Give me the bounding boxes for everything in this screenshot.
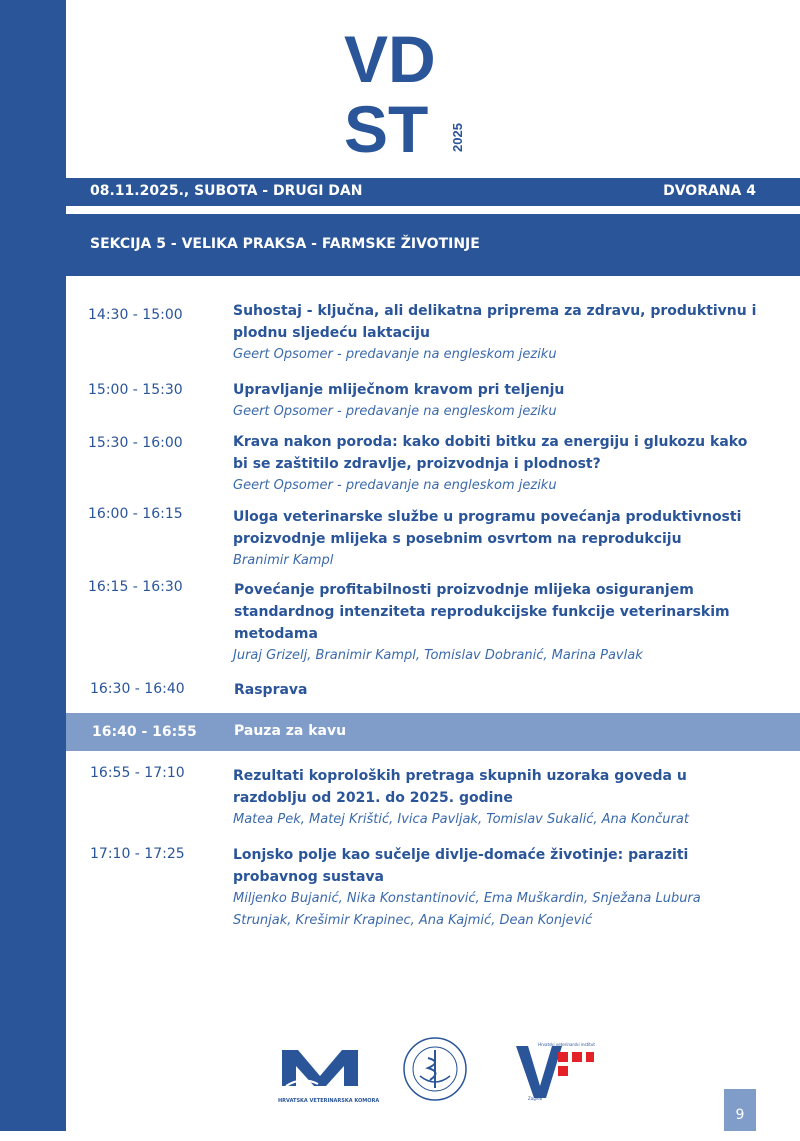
logo-top-text: VD bbox=[344, 22, 436, 96]
section-title: SEKCIJA 5 - VELIKA PRAKSA - FARMSKE ŽIVOTINJE bbox=[90, 236, 480, 252]
speaker-line: Juraj Grizelj, Branimir Kampl, Tomislav Dobranić, Marina Pavlak bbox=[233, 648, 643, 663]
session-time: 16:30 - 16:40 bbox=[90, 681, 185, 697]
logo-bottom-text: ST bbox=[344, 92, 429, 158]
hvi-logo bbox=[514, 1042, 594, 1102]
session-speakers bbox=[233, 344, 773, 366]
day-date: 08.11.2025., SUBOTA - DRUGI DAN bbox=[90, 183, 363, 199]
session-title bbox=[233, 431, 773, 475]
session-title bbox=[233, 765, 773, 809]
title-line: proizvodnje mlijeka s posebnim osvrtom na reprodukciju bbox=[233, 531, 682, 547]
title-line: probavnog sustava bbox=[233, 869, 384, 885]
section-band bbox=[66, 214, 800, 276]
title-line: Lonjsko polje kao sučelje divlje-domaće životinje: paraziti bbox=[233, 847, 689, 863]
hvk-logo-caption: HRVATSKA VETERINARSKA KOMORA bbox=[278, 1098, 380, 1104]
speaker-line: Strunjak, Krešimir Krapinec, Ana Kajmić, Dean Konjević bbox=[233, 913, 593, 928]
logo-year: 2025 bbox=[450, 123, 465, 152]
session-speakers bbox=[233, 645, 773, 667]
session-time: 15:30 - 16:00 bbox=[88, 435, 183, 451]
session-speakers bbox=[233, 550, 773, 572]
hall-label: DVORANA 4 bbox=[663, 183, 756, 199]
title-line: Krava nakon poroda: kako dobiti bitku za energiju i glukozu kako bbox=[233, 434, 748, 450]
speaker-line: Geert Opsomer - predavanje na engleskom jeziku bbox=[233, 478, 557, 493]
session-speakers bbox=[233, 475, 773, 497]
session-title bbox=[233, 300, 773, 344]
title-line: Rasprava bbox=[234, 682, 308, 698]
session-speakers bbox=[233, 401, 773, 423]
session-time: 16:15 - 16:30 bbox=[88, 579, 183, 595]
hvi-logo-caption-bottom: Zagreb bbox=[528, 1096, 543, 1101]
left-accent-bar bbox=[0, 0, 66, 1131]
session-title bbox=[234, 679, 774, 701]
session-title bbox=[233, 844, 773, 888]
title-line: Suhostaj - ključna, ali delikatna priprema za zdravu, produktivnu i bbox=[233, 303, 757, 319]
hvi-logo-caption-top: Hrvatski veterinarski institut bbox=[538, 1042, 595, 1047]
session-time: 15:00 - 15:30 bbox=[88, 382, 183, 398]
session-title bbox=[234, 579, 774, 645]
session-title bbox=[233, 506, 773, 550]
vdst-logo bbox=[340, 18, 480, 158]
coffee-break-band bbox=[66, 713, 800, 751]
break-time: 16:40 - 16:55 bbox=[92, 724, 197, 740]
speaker-line: Miljenko Bujanić, Nika Konstantinović, Ema Muškardin, Snježana Lubura bbox=[233, 891, 701, 906]
title-line: standardnog intenziteta reprodukcijske funkcije veterinarskim bbox=[234, 604, 730, 620]
session-title bbox=[233, 379, 773, 401]
title-line: bi se zaštitilo zdravlje, proizvodnja i plodnost? bbox=[233, 456, 601, 472]
title-line: razdoblju od 2021. do 2025. godine bbox=[233, 790, 513, 806]
session-time: 16:00 - 16:15 bbox=[88, 506, 183, 522]
title-line: Uloga veterinarske službe u programu povećanja produktivnosti bbox=[233, 509, 742, 525]
speaker-line: Matea Pek, Matej Krištić, Ivica Pavljak, Tomislav Sukalić, Ana Končurat bbox=[233, 812, 689, 827]
session-time: 16:55 - 17:10 bbox=[90, 765, 185, 781]
session-time: 17:10 - 17:25 bbox=[90, 846, 185, 862]
day-band bbox=[66, 178, 800, 206]
speaker-line: Branimir Kampl bbox=[233, 553, 334, 568]
page-number: 9 bbox=[724, 1089, 756, 1131]
tower-icon bbox=[434, 26, 448, 72]
hvk-logo bbox=[278, 1046, 380, 1106]
session-time: 14:30 - 15:00 bbox=[88, 307, 183, 323]
speaker-line: Geert Opsomer - predavanje na engleskom jeziku bbox=[233, 347, 557, 362]
title-line: Rezultati koproloških pretraga skupnih uzoraka goveda u bbox=[233, 768, 687, 784]
session-speakers bbox=[233, 888, 773, 932]
seal-logo bbox=[402, 1036, 468, 1102]
title-line: plodnu sljedeću laktaciju bbox=[233, 325, 430, 341]
title-line: metodama bbox=[234, 626, 318, 642]
break-label: Pauza za kavu bbox=[234, 723, 347, 739]
title-line: Upravljanje mliječnom kravom pri teljenju bbox=[233, 382, 565, 398]
session-speakers bbox=[233, 809, 773, 831]
title-line: Povećanje profitabilnosti proizvodnje mlijeka osiguranjem bbox=[234, 582, 694, 598]
speaker-line: Geert Opsomer - predavanje na engleskom jeziku bbox=[233, 404, 557, 419]
